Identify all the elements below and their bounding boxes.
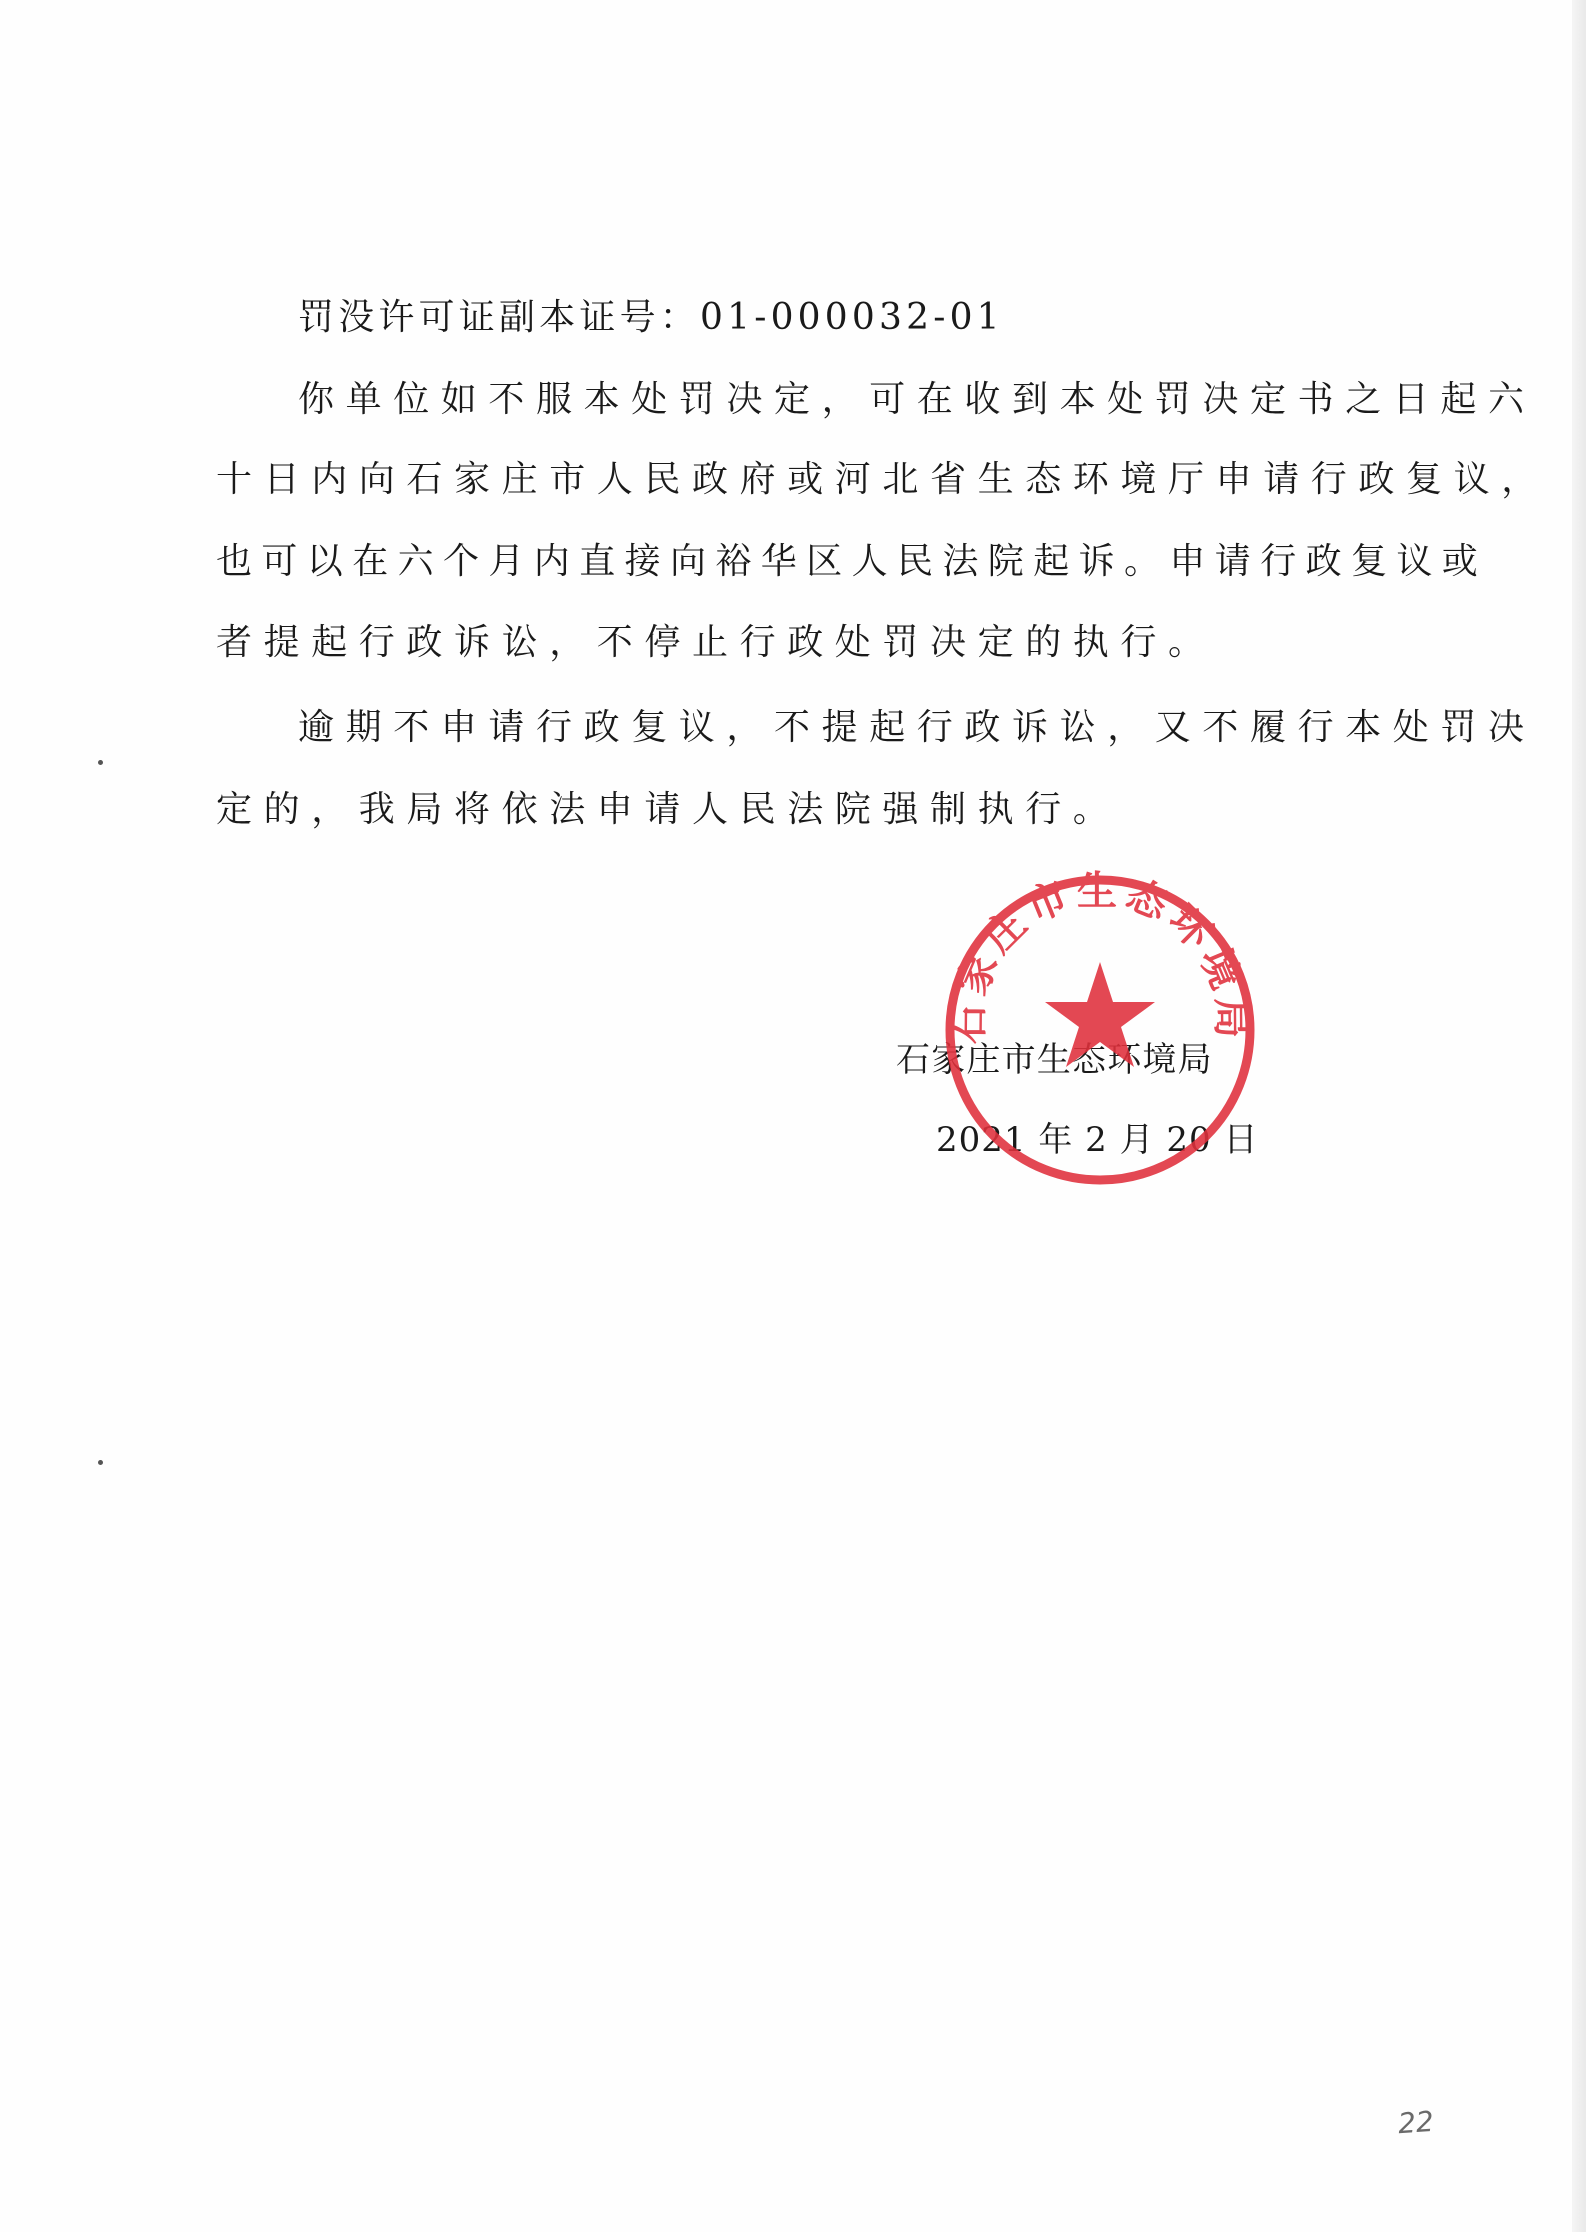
issuer-signature: 石家庄市生态环境局 [896,1040,1213,1080]
seal-text: 石家庄市生态环境局 [944,870,1256,1045]
enforcement-paragraph-line-1: 逾期不申请行政复议，不提起行政诉讼，又不履行本处罚决 [298,707,1536,748]
issue-date: 2021 年 2 月 20 日 [936,1120,1259,1160]
license-number-line: 罚没许可证副本证号：01-000032-01 [298,297,1004,338]
scan-dust-mark [98,760,103,765]
seal-star-icon [1045,962,1155,1067]
appeal-paragraph-line-4: 者提起行政诉讼，不停止行政处罚决定的执行。 [216,622,1216,663]
appeal-paragraph-line-2: 十日内向石家庄市人民政府或河北省生态环境厅申请行政复议， [216,459,1549,500]
appeal-paragraph-line-1: 你单位如不服本处罚决定，可在收到本处罚决定书之日起六 [298,379,1536,420]
appeal-paragraph-line-3: 也可以在六个月内直接向裕华区人民法院起诉。申请行政复议或 [216,541,1488,582]
official-seal-icon [940,870,1260,1190]
scan-edge-shadow [1572,0,1586,2232]
handwritten-page-number: 22 [1396,2104,1435,2141]
scan-dust-mark [98,1460,103,1465]
enforcement-paragraph-line-2: 定的，我局将依法申请人民法院强制执行。 [216,789,1121,830]
